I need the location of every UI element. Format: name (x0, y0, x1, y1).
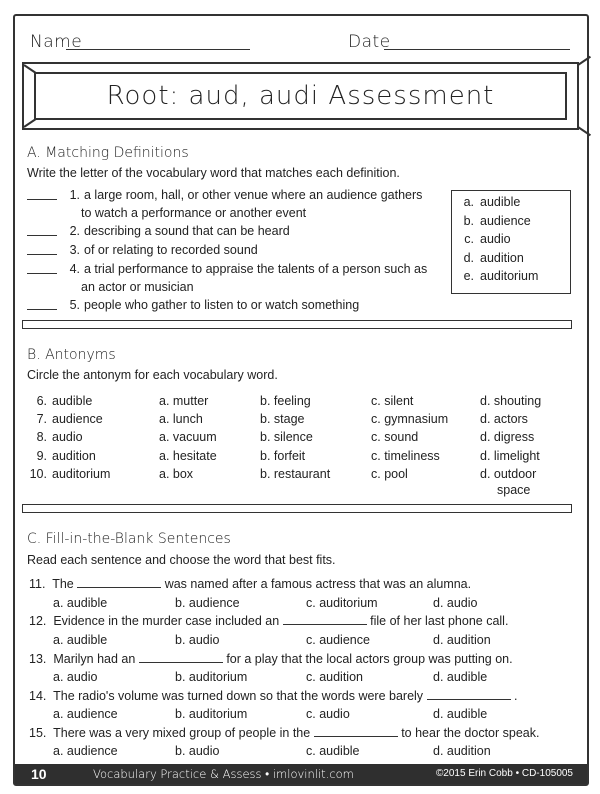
antonym-choice[interactable]: d. actors (480, 412, 528, 426)
option[interactable]: a. audio (53, 670, 98, 684)
section-c-instructions: Read each sentence and choose the word that best fits. (27, 553, 336, 567)
antonym-choice[interactable]: b. feeling (260, 394, 311, 408)
option[interactable]: b. auditorium (175, 670, 248, 684)
option[interactable]: c. audible (306, 744, 360, 758)
option[interactable]: d. audio (433, 596, 478, 610)
antonym-choice[interactable]: a. mutter (159, 394, 209, 408)
name-label: Name (30, 32, 83, 52)
fill-in-options (0, 707, 600, 723)
antonym-row: 9. audition a. hesitate b. forfeit c. timeliness d. limelight (36, 449, 540, 463)
antonym-choice[interactable]: d. shouting (480, 394, 542, 408)
fill-in-options (0, 596, 600, 612)
option[interactable]: a. audible (53, 596, 108, 610)
copyright: ©2015 Erin Cobb • CD-105005 (435, 768, 573, 779)
answer-blank[interactable] (27, 188, 57, 200)
option[interactable]: a. audible (53, 633, 108, 647)
section-divider (22, 320, 572, 329)
word-bank-box (451, 190, 571, 294)
section-b-instructions: Circle the antonym for each vocabulary word. (27, 368, 278, 382)
antonym-choice[interactable]: c. gymnasium (371, 412, 449, 426)
antonym-choice[interactable]: c. sound (371, 430, 419, 444)
answer-blank[interactable] (139, 652, 223, 663)
option[interactable]: c. auditorium (306, 596, 378, 610)
antonym-row: 6. audible a. mutter b. feeling c. silent d. shouting (36, 394, 542, 408)
word-bank-item: a. audible (463, 195, 521, 209)
option[interactable]: d. audition (433, 633, 491, 647)
section-divider (22, 504, 572, 513)
option[interactable]: d. audible (433, 670, 488, 684)
footer-title: Vocabulary Practice & Assess • imlovinlit.com (93, 767, 354, 781)
fill-in-question: 11. The was named after a famous actress that was an alumna. (29, 577, 472, 591)
answer-blank[interactable] (314, 726, 398, 737)
fill-in-options (0, 744, 600, 760)
antonym-row-continued: space (497, 483, 531, 497)
fill-in-question: 15. There was a very mixed group of people in the to hear the doctor speak. (29, 726, 540, 740)
name-field-line[interactable] (66, 49, 250, 50)
answer-blank[interactable] (27, 262, 57, 274)
fill-in-question: 14. The radio's volume was turned down so that the words were barely . (29, 689, 518, 703)
option[interactable]: c. audio (306, 707, 350, 721)
answer-blank[interactable] (27, 243, 57, 255)
antonym-choice[interactable]: a. box (159, 467, 194, 481)
antonym-choice[interactable]: a. lunch (159, 412, 203, 426)
option[interactable]: a. audience (53, 744, 118, 758)
answer-blank[interactable] (427, 689, 511, 700)
antonym-choice[interactable]: a. vacuum (159, 430, 217, 444)
antonym-row: 8. audio a. vacuum b. silence c. sound d. digress (36, 430, 535, 444)
antonym-choice[interactable]: b. silence (260, 430, 313, 444)
option[interactable]: b. audio (175, 633, 220, 647)
definition-item: 1. a large room, hall, or other venue where an audience gathers (27, 188, 422, 202)
option[interactable]: c. audience (306, 633, 370, 647)
word-bank-item: c. audio (464, 232, 511, 246)
answer-blank[interactable] (27, 298, 57, 310)
antonym-choice[interactable]: d. limelight (480, 449, 540, 463)
option[interactable]: b. audio (175, 744, 220, 758)
definition-item: 3. of or relating to recorded sound (27, 243, 258, 257)
definition-continued: an actor or musician (81, 280, 194, 294)
word-bank-item: d. audition (463, 250, 524, 265)
fill-in-options (0, 633, 600, 649)
section-b-heading: B. Antonyms (27, 347, 116, 363)
antonym-choice[interactable]: b. forfeit (260, 449, 306, 463)
antonym-choice[interactable]: a. hesitate (159, 449, 217, 463)
antonym-choice[interactable]: d. digress (480, 430, 535, 444)
word-bank-item: e. auditorium (463, 269, 539, 283)
date-field-line[interactable] (384, 49, 570, 50)
definition-continued: to watch a performance or another event (81, 206, 307, 220)
fill-in-question: 13. Marilyn had an for a play that the local actors group was putting on. (29, 652, 513, 666)
antonym-choice[interactable]: b. stage (260, 412, 305, 426)
answer-blank[interactable] (283, 614, 367, 625)
option[interactable]: d. audible (433, 707, 488, 721)
page-title: Root: aud, audi Assessment (106, 81, 495, 111)
date-label: Date (348, 32, 391, 52)
antonym-choice[interactable]: c. pool (371, 467, 408, 481)
antonym-row: 7. audience a. lunch b. stage c. gymnasium d. actors (36, 412, 528, 426)
page-footer (15, 764, 587, 784)
answer-blank[interactable] (77, 577, 161, 588)
definition-item: 2. describing a sound that can be heard (27, 224, 290, 238)
definition-item: 5. people who gather to listen to or watch something (27, 298, 359, 312)
fill-in-question: 12. Evidence in the murder case included an file of her last phone call. (29, 614, 509, 628)
antonym-choice[interactable]: b. restaurant (260, 467, 331, 481)
antonym-row: 10. auditorium a. box b. restaurant c. pool d. outdoor (29, 467, 537, 481)
option[interactable]: b. auditorium (175, 707, 248, 721)
section-a-heading: A. Matching Definitions (27, 145, 189, 161)
definition-item: 4. a trial performance to appraise the talents of a person such as (27, 262, 427, 276)
option[interactable]: b. audience (175, 596, 240, 610)
section-c-heading: C. Fill-in-the-Blank Sentences (27, 531, 231, 547)
option[interactable]: d. audition (433, 744, 491, 758)
fill-in-options (0, 670, 600, 686)
page-number: 10 (31, 766, 47, 782)
antonym-choice[interactable]: c. timeliness (371, 449, 440, 463)
title-banner (22, 62, 579, 130)
section-a-instructions: Write the letter of the vocabulary word that matches each definition. (27, 166, 400, 180)
word-bank-item: b. audience (463, 213, 531, 228)
option[interactable]: a. audience (53, 707, 118, 721)
antonym-choice[interactable]: d. outdoor (480, 467, 537, 481)
antonym-choice[interactable]: c. silent (371, 394, 414, 408)
answer-blank[interactable] (27, 224, 57, 236)
option[interactable]: c. audition (306, 670, 363, 684)
